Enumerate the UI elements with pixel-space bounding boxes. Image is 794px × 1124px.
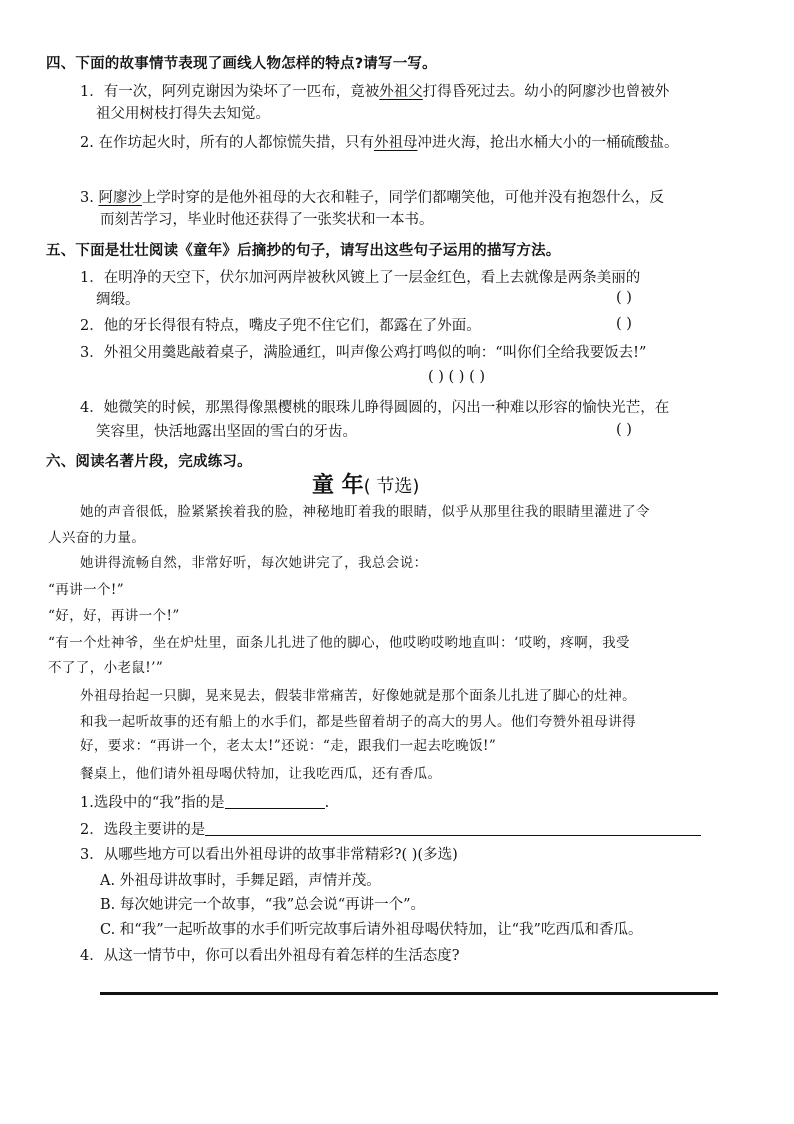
passage-title-sub: ( 节选) [363,476,420,497]
s4-q1-line1 [80,82,669,102]
s6-option-b[interactable]: B. 每次她讲完一个故事，“我”总会说“再讲一个”。 [100,897,426,913]
passage-line-10: 好，要求：“再讲一个，老太太!”还说：“走，跟我们一起去吃晚饭!” [80,738,497,754]
s6-q4-answer-line[interactable] [100,992,718,995]
passage-line-3: 她讲得流畅自然，非常好听，每次她讲完了，我总会说： [80,555,428,571]
s4-q3-number: 3. [80,190,94,206]
passage-line-5: “好，好，再讲一个!” [48,608,180,624]
s5-q2-answer-blank[interactable]: ( ) [616,316,632,332]
s4-q2-text-a: 2. 在作坊起火时，所有的人都惊慌失措，只有 [80,135,374,151]
s6-option-c[interactable]: C. 和“我”一起听故事的水手们听完故事后请外祖母喝伏特加，让“我”吃西瓜和香瓜。 [100,922,643,938]
s5-q1-line1: 1．在明净的天空下，伏尔加河两岸被秋风镀上了一层金红色，看上去就像是两条美丽的 [80,270,641,286]
passage-line-1: 她的声音很低，脸紧紧挨着我的脸，神秘地盯着我的眼睛，似乎从那里往我的眼睛里灌进了令 [80,504,650,520]
s5-q4-answer-blank[interactable]: ( ) [616,422,632,438]
s4-q3-underlined: 阿廖沙 [98,190,142,206]
passage-title-main: 童 年 [312,473,364,498]
passage-line-4: “再讲一个!” [48,582,125,598]
s6-q1: 1.选段中的“我”指的是 . [80,795,330,811]
s6-q1-answer-line[interactable] [225,794,325,809]
s5-q1-line2: 绸缎。 [96,292,140,308]
s4-q1-line2: 祖父用树枝打得失去知觉。 [96,106,270,122]
s4-q2-line1 [80,133,678,153]
section-5-title: 五、下面是壮壮阅读《童年》后摘抄的句子，请写出这些句子运用的描写方法。 [46,243,561,259]
passage-line-2: 人兴奋的力量。 [48,530,146,546]
passage-line-6: “有一个灶神爷，坐在炉灶里，面条儿扎进了他的脚心，他哎哟哎哟地直叫：‘哎哟，疼啊，我受 [48,635,630,651]
s6-q2-answer-line[interactable] [205,821,701,836]
s6-q1-text: 1.选段中的“我”指的是 [80,795,225,811]
s6-q4: 4．从这一情节中，你可以看出外祖母有着怎样的生活态度? [80,948,460,964]
passage-line-11: 餐桌上，他们请外祖母喝伏特加，让我吃西瓜，还有香瓜。 [80,766,442,782]
s4-q2-underlined: 外祖母 [373,135,418,151]
passage-line-7: 不了了，小老鼠!’” [48,660,164,676]
s4-q1-text-a: 1．有一次，阿列克谢因为染坏了一匹布，竟被 [80,84,380,100]
section-6-title: 六、阅读名著片段，完成练习。 [46,454,252,470]
s5-q2-line1: 2．他的牙长得很有特点，嘴皮子兜不住它们，都露在了外面。 [80,318,481,334]
s6-q2 [80,820,701,840]
s6-q2-text: 2．选段主要讲的是 [80,822,206,838]
section-4-title: 四、下面的故事情节表现了画线人物怎样的特点?请写一写。 [46,56,437,72]
s5-q3-answer-blanks[interactable]: ( ) ( ) ( ) [428,369,485,385]
s5-q1-answer-blank[interactable]: ( ) [616,290,632,306]
s5-q4-line1: 4．她微笑的时候，那黑得像黑樱桃的眼珠儿睁得圆圆的，闪出一种难以形容的愉快光芒，在 [80,400,670,416]
passage-line-9: 和我一起听故事的还有船上的水手们，都是些留着胡子的高大的男人。他们夸赞外祖母讲得 [80,714,636,730]
s5-q3-line1: 3．外祖父用羹匙敲着桌子，满脸通红，叫声像公鸡打鸣似的响：“叫你们全给我要饭去!” [80,345,647,361]
s4-q3-text-b: 上学时穿的是他外祖母的大衣和鞋子，同学们都嘲笑他，可他并没有抱怨什么，反 [141,190,664,206]
s4-q3-line2: 而刻苦学习，毕业时他还获得了一张奖状和一本书。 [100,212,434,228]
s4-q1-underlined: 外祖父 [379,84,423,100]
s4-q3-line1 [80,188,664,208]
s6-option-a[interactable]: A. 外祖母讲故事时，手舞足蹈，声情并茂。 [100,873,381,889]
s4-q2-text-b: 冲进火海，抢出水桶大小的一桶硫酸盐。 [417,135,679,151]
s5-q4-line2: 笑容里，快活地露出坚固的雪白的牙齿。 [96,424,357,440]
passage-title [312,468,419,499]
s6-q3: 3．从哪些地方可以看出外祖母讲的故事非常精彩?( )(多选) [80,847,458,863]
passage-line-8: 外祖母抬起一只脚，晃来晃去，假装非常痛苦，好像她就是那个面条儿扎进了脚心的灶神。 [80,688,636,704]
s4-q1-text-b: 打得昏死过去。幼小的阿廖沙也曾被外 [422,84,670,100]
